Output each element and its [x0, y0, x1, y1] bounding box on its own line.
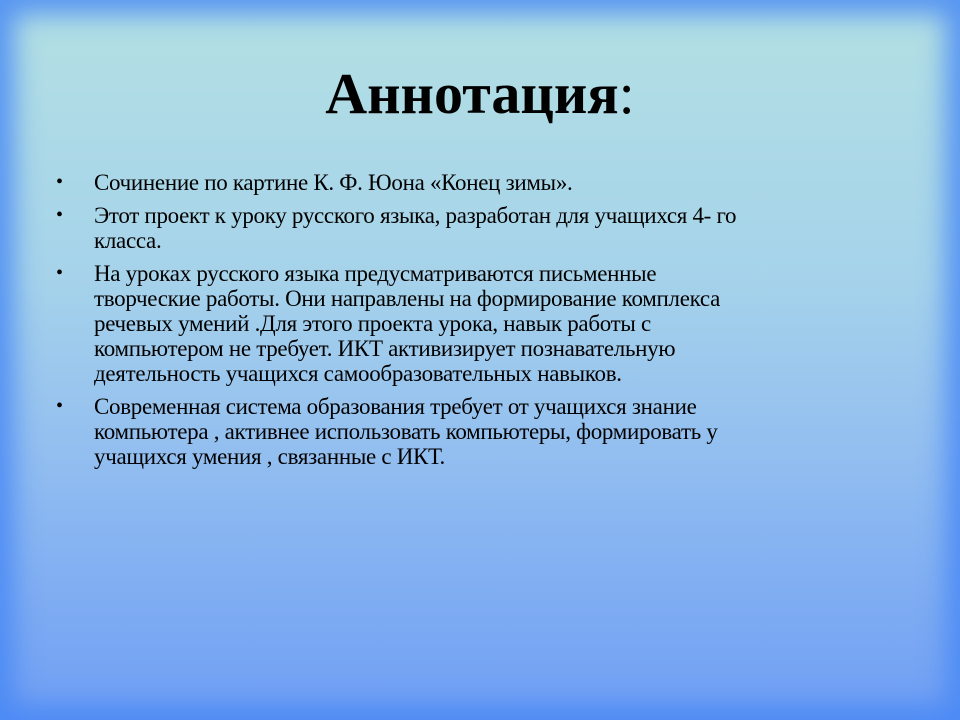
slide-title-text: Аннотация [325, 61, 619, 126]
bullet-item-2 [0, 203, 960, 253]
bullet-text: Современная система образования требует от учащихся знание компьютера , активнее использовать компьютеры, формировать у учащихся умения , связанные с ИКТ. [94, 394, 718, 469]
bullet-dot: • [56, 262, 64, 284]
slide-title [0, 58, 960, 130]
bullet-dot: • [56, 204, 64, 226]
bullet-dot: • [56, 171, 64, 193]
bullet-item-3 [0, 261, 960, 386]
bullet-text: На уроках русского языка предусматриваются письменные творческие работы. Они направлены на формирование комплекса речевых умений .Для этого проекта урока, навык работы с компьютером не требует. ИКТ активизирует познавательную деятельность учащихся самообразовательных навыков. [94, 261, 720, 386]
bullet-dot: • [56, 395, 64, 417]
bullet-item-1 [0, 170, 960, 195]
slide-title-colon: : [618, 61, 635, 126]
bullet-text: Сочинение по картине К. Ф. Юона «Конец зимы». [94, 170, 573, 195]
bullet-list [0, 170, 960, 477]
bullet-text: Этот проект к уроку русского языка, разработан для учащихся 4- го класса. [94, 203, 737, 253]
bullet-item-4 [0, 394, 960, 469]
